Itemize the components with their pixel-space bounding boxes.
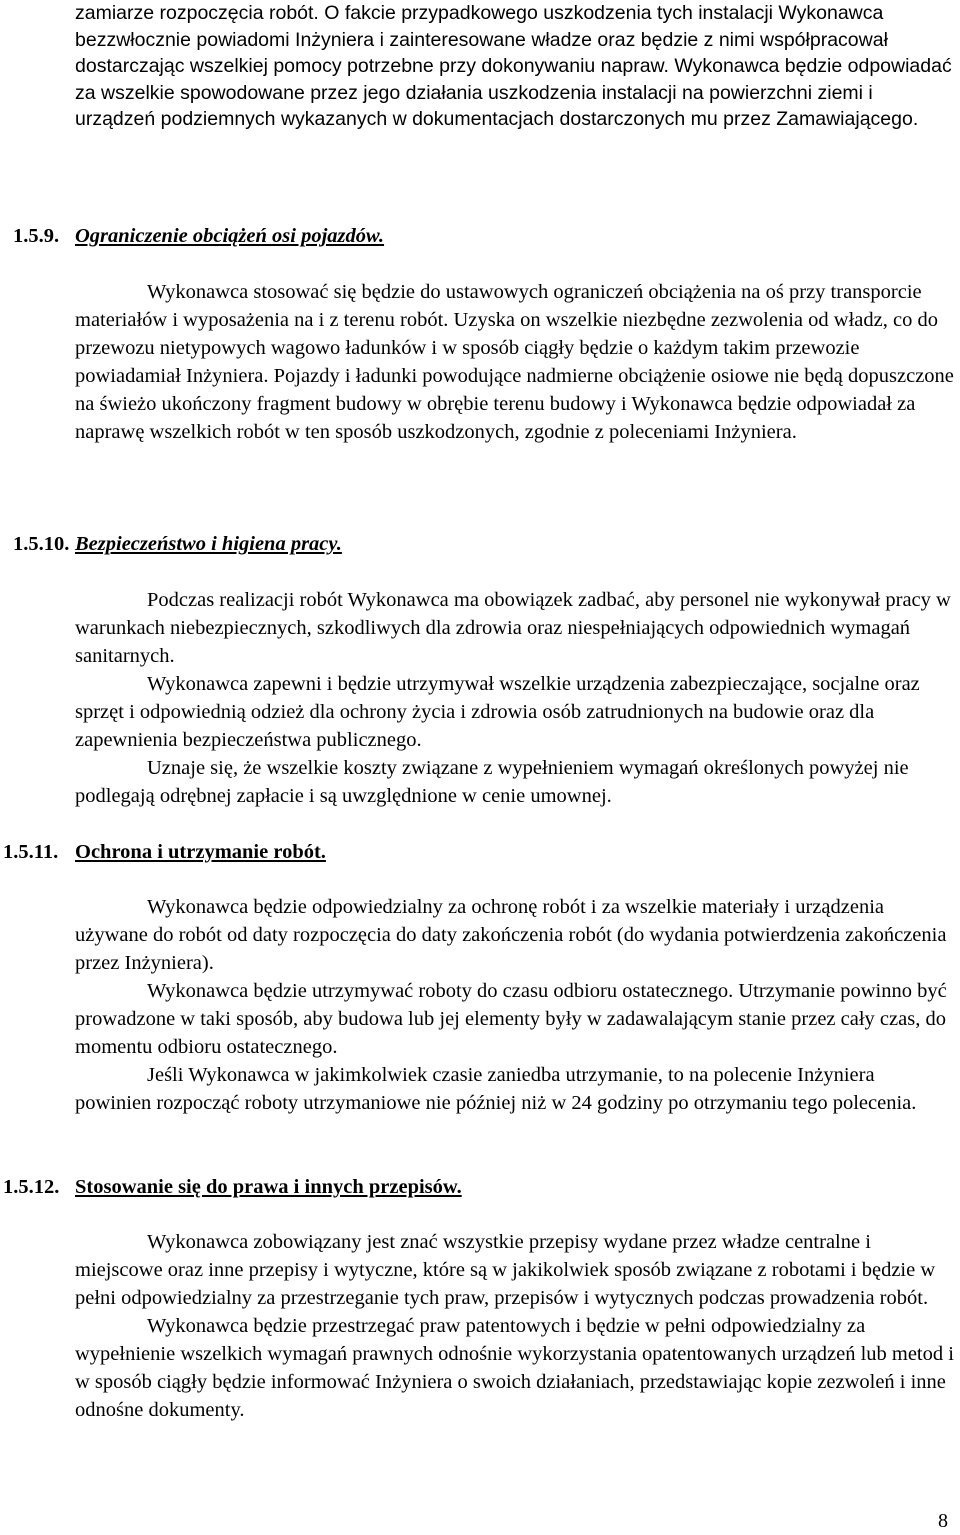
section-number: 1.5.9. bbox=[13, 225, 60, 247]
section-number: 1.5.12. bbox=[3, 1176, 60, 1198]
section-body-1-5-11 bbox=[75, 893, 955, 1117]
paragraph: Wykonawca zapewni i będzie utrzymywał wszelkie urządzenia zabezpieczające, socjalne oraz sprzęt i odpowiednią odzież dla ochrony życia i zdrowia osób zatrudnionych na budowie oraz dla zapewnienia bezpieczeństwa publicznego. bbox=[75, 673, 920, 751]
section-body-1-5-12 bbox=[75, 1228, 955, 1424]
paragraph: Uznaje się, że wszelkie koszty związane z wypełnieniem wymagań określonych powyżej nie podlegają odrębnej zapłacie i są uwzględnione w cenie umownej. bbox=[75, 757, 909, 807]
paragraph: Wykonawca będzie odpowiedzialny za ochronę robót i za wszelkie materiały i urządzenia używane do robót od daty rozpoczęcia do daty zakończenia robót (do wydania potwierdzenia zakończenia przez Inżyniera). bbox=[75, 896, 947, 974]
paragraph: Wykonawca zobowiązany jest znać wszystkie przepisy wydane przez władze centralne i miejscowe oraz inne przepisy i wytyczne, które są w jakikolwiek sposób związane z robotami i będzie w pełni odpowiedzialny za przestrzeganie tych praw, przepisów i wytycznych podczas prowadzenia robót. bbox=[75, 1231, 936, 1309]
paragraph: Wykonawca będzie utrzymywać roboty do czasu odbioru ostatecznego. Utrzymanie powinno być prowadzone w taki sposób, aby budowa lub jej elementy były w zadawalającym stanie przez cały czas, do momentu odbioru ostatecznego. bbox=[75, 980, 947, 1058]
section-body-1-5-9 bbox=[75, 278, 955, 446]
paragraph: Podczas realizacji robót Wykonawca ma obowiązek zadbać, aby personel nie wykonywał pracy w warunkach niebezpiecznych, szkodliwych dla zdrowia oraz niespełniających odpowiednich wymagań sanitarnych. bbox=[75, 589, 951, 667]
paragraph: Wykonawca będzie przestrzegać praw patentowych i będzie w pełni odpowiedzialny za wypełnienie wszelkich wymagań prawnych odnośnie wykorzystania opatentowanych urządzeń lub metod i w sposób ciągły będzie informować Inżyniera o swoich działaniach, przedstawiając kopie zezwoleń i inne odnośne dokumenty. bbox=[75, 1315, 954, 1421]
section-body-1-5-10 bbox=[75, 586, 955, 810]
section-title: Bezpieczeństwo i higiena pracy. bbox=[75, 533, 342, 555]
section-title: Ograniczenie obciążeń osi pojazdów. bbox=[75, 225, 385, 247]
section-number: 1.5.11. bbox=[3, 841, 59, 863]
paragraph: Wykonawca stosować się będzie do ustawowych ograniczeń obciążenia na oś przy transporcie materiałów i wyposażenia na i z terenu robót. Uzyska on wszelkie niezbędne zezwolenia od władz, co do przewozu nietypowych wagowo ładunków i w sposób ciągły będzie o każdym takim przewozie powiadamiał Inżyniera. Pojazdy i ładunki powodujące nadmierne obciążenie osiowe nie będą dopuszczone na świeżo ukończony fragment budowy w obrębie terenu budowy i Wykonawca będzie odpowiadał za naprawę wszelkich robót w ten sposób uszkodzonych, zgodnie z poleceniami Inżyniera. bbox=[75, 281, 954, 443]
section-title: Stosowanie się do prawa i innych przepisów. bbox=[75, 1176, 462, 1198]
intro-paragraph bbox=[75, 0, 955, 133]
page-number: 8 bbox=[938, 1510, 948, 1532]
section-title: Ochrona i utrzymanie robót. bbox=[75, 841, 326, 863]
paragraph: Jeśli Wykonawca w jakimkolwiek czasie zaniedba utrzymanie, to na polecenie Inżyniera powinien rozpocząć roboty utrzymaniowe nie później niż w 24 godziny po otrzymaniu tego polecenia. bbox=[75, 1064, 917, 1114]
intro-text: zamiarze rozpoczęcia robót. O fakcie przypadkowego uszkodzenia tych instalacji Wykonawca bezzwłocznie powiadomi Inżyniera i zainteresowane władze oraz będzie z nimi współpracował dostarczając wszelkiej pomocy potrzebne przy dokonywaniu napraw. Wykonawca będzie odpowiadać za wszelkie spowodowane przez jego działania uszkodzenia instalacji na powierzchni ziemi i urządzeń podziemnych wykazanych w dokumentacjach dostarczonych mu przez Zamawiającego. bbox=[75, 2, 952, 130]
section-number: 1.5.10. bbox=[13, 533, 70, 555]
